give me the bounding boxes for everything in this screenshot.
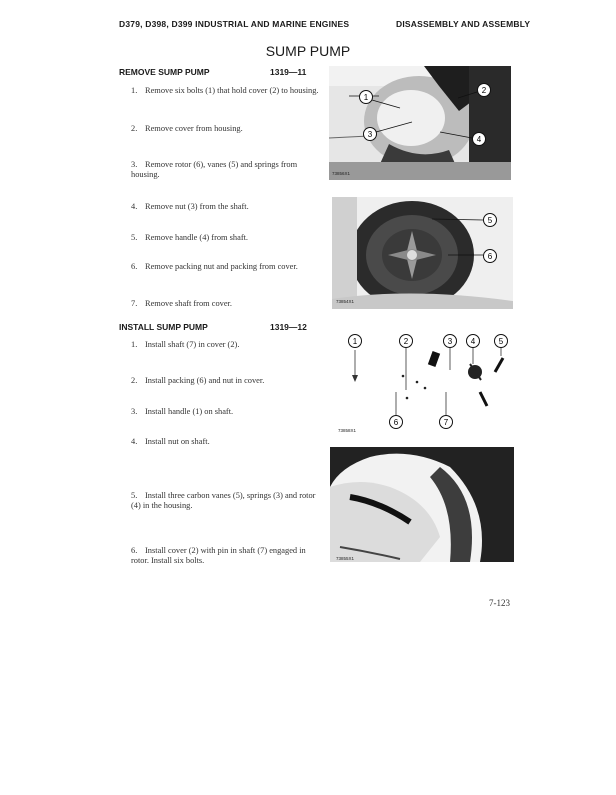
figure-rotor-callouts	[320, 195, 520, 315]
remove-step: 4. Remove nut (3) from the shaft.	[131, 202, 249, 211]
install-step: 5. Install three carbon vanes (5), springs (3) and rotor (4) in the housing.	[131, 491, 316, 510]
figure-cover-callouts	[320, 62, 520, 182]
figure-cover-caption: 73856X1	[332, 171, 351, 176]
remove-section-code: 1319—11	[270, 67, 307, 77]
callout-5	[432, 214, 497, 227]
callout-4	[440, 132, 486, 146]
install-section-code: 1319—12	[270, 322, 307, 332]
callout-6	[390, 416, 403, 429]
install-photo-art	[330, 447, 514, 562]
svg-text:3: 3	[447, 337, 453, 346]
callout-5	[495, 335, 508, 348]
remove-step: 6. Remove packing nut and packing from cover.	[131, 262, 298, 271]
svg-text:4: 4	[476, 135, 482, 144]
remove-section-heading: REMOVE SUMP PUMP	[119, 67, 210, 77]
callout-6	[448, 250, 497, 263]
callout-1	[360, 91, 401, 109]
svg-text:7: 7	[443, 418, 449, 427]
figure-install-caption: 73855X1	[336, 556, 355, 561]
part-handle	[352, 350, 358, 382]
svg-text:3: 3	[367, 130, 373, 139]
remove-step: 7. Remove shaft from cover.	[131, 299, 232, 308]
page-number: 7-123	[489, 598, 510, 608]
part-nut	[428, 351, 440, 367]
svg-text:5: 5	[487, 216, 493, 225]
part-vanes	[402, 375, 487, 406]
install-step: 1. Install shaft (7) in cover (2).	[131, 340, 240, 349]
install-step: 2. Install packing (6) and nut in cover.	[131, 376, 265, 385]
install-section-heading: INSTALL SUMP PUMP	[119, 322, 208, 332]
figure-install-photo	[330, 447, 514, 562]
callout-2	[458, 84, 491, 99]
callout-3	[444, 335, 457, 348]
callout-2	[400, 335, 413, 348]
install-step: 4. Install nut on shaft.	[131, 437, 210, 446]
remove-step: 1. Remove six bolts (1) that hold cover (2) to housing.	[131, 86, 319, 95]
figure-parts-diagram	[325, 330, 515, 430]
svg-text:6: 6	[487, 252, 493, 261]
remove-step: 3. Remove rotor (6), vanes (5) and springs from housing.	[131, 160, 298, 179]
figure-parts-caption: 73858X1	[338, 428, 357, 433]
svg-text:1: 1	[363, 93, 369, 102]
svg-text:2: 2	[481, 86, 487, 95]
callout-7	[440, 416, 453, 429]
svg-text:2: 2	[403, 337, 409, 346]
svg-text:6: 6	[393, 418, 399, 427]
svg-text:5: 5	[498, 337, 504, 346]
remove-step: 2. Remove cover from housing.	[131, 124, 243, 133]
install-step: 3. Install handle (1) on shaft.	[131, 407, 234, 416]
svg-text:4: 4	[470, 337, 476, 346]
running-header-right: DISASSEMBLY AND ASSEMBLY	[396, 19, 531, 29]
page-title: SUMP PUMP	[265, 43, 351, 59]
figure-rotor-caption: 73854X1	[336, 299, 355, 304]
callout-4	[467, 335, 480, 348]
install-step: 6. Install cover (2) with pin in shaft (7) engaged in rotor. Install six bolts.	[131, 546, 306, 565]
callout-3	[364, 122, 413, 141]
svg-text:1: 1	[352, 337, 358, 346]
running-header-left: D379, D398, D399 INDUSTRIAL AND MARINE ENGINES	[119, 19, 350, 29]
callout-1	[349, 335, 362, 348]
remove-step: 5. Remove handle (4) from shaft.	[131, 233, 249, 242]
